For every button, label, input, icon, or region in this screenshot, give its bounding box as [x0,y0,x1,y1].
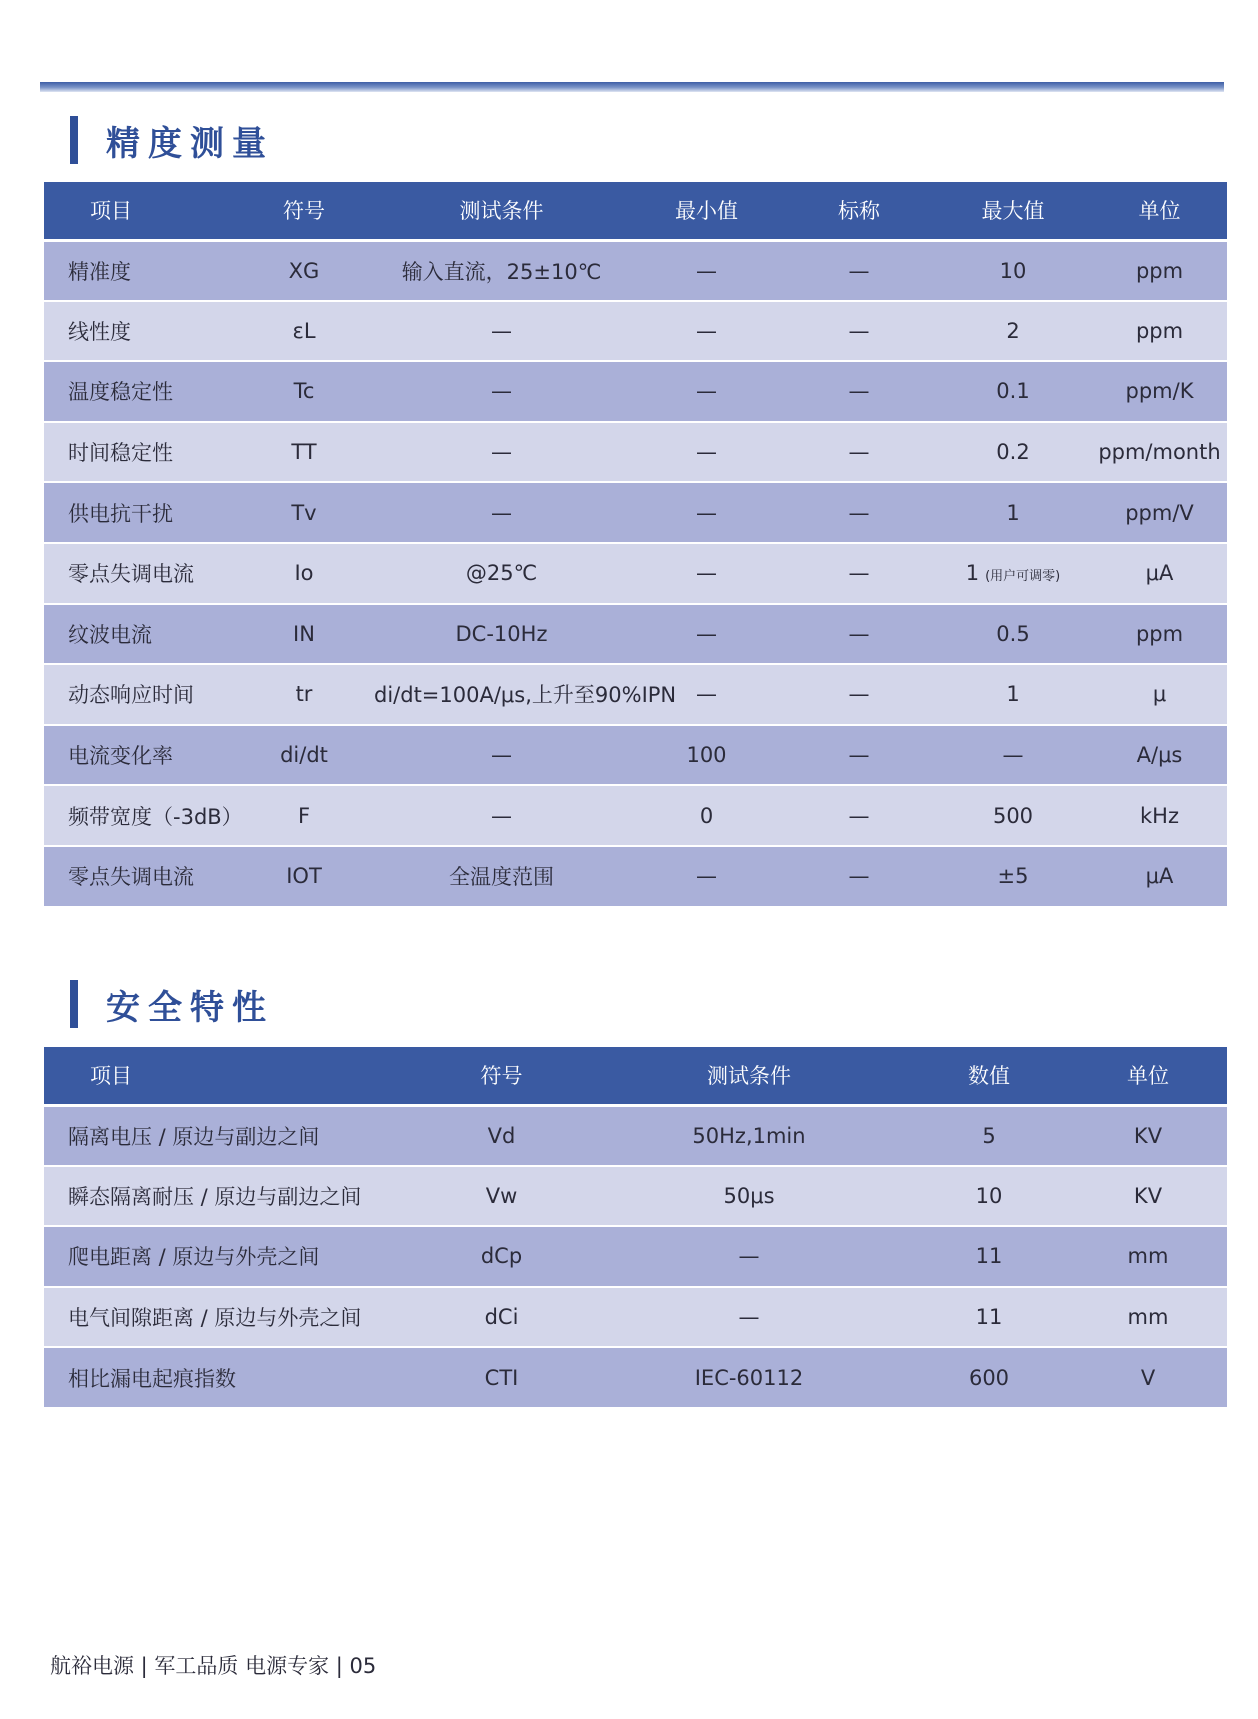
cell-text: 600 [968,1365,1010,1390]
table-cell [374,361,629,422]
cell-text: 纹波电流 [68,622,152,647]
table-cell [44,1105,414,1166]
cell-text: 0.5 [996,621,1030,646]
cell-text: — [848,682,870,707]
table-cell [934,664,1092,725]
cell-text: 1 [1006,682,1020,707]
cell-text: F [297,803,311,828]
cell-text: 输入直流，25±10℃ [401,259,602,284]
table-cell [44,1287,414,1348]
table-cell [909,1226,1069,1287]
table-cell [414,1287,589,1348]
col-symbol: 符号 [234,182,374,240]
table-cell [909,1105,1069,1166]
cell-text: mm [1127,1244,1169,1269]
table-cell [234,604,374,665]
table-cell [909,1166,1069,1227]
cell-text: μA [1145,561,1174,586]
table-cell [784,664,934,725]
col-condition: 测试条件 [374,182,629,240]
cell-text: IN [293,621,315,646]
table-cell [1069,1226,1227,1287]
cell-text: — [491,803,512,828]
cell-text: 10 [999,258,1027,283]
table-cell [1092,664,1227,725]
table-cell [934,422,1092,483]
table-row [44,1226,1227,1287]
table-cell [784,482,934,543]
table-cell [629,604,784,665]
table-cell [934,846,1092,907]
cell-text: 5 [982,1123,996,1148]
cell-text: — [696,318,717,343]
cell-text: 动态响应时间 [68,683,194,708]
table-row [44,543,1227,604]
table-cell [44,422,234,483]
table-cell [629,301,784,362]
table-cell [414,1347,589,1408]
table-row [44,664,1227,725]
col-max: 最大值 [934,182,1092,240]
table-cell [1092,301,1227,362]
cell-text: 0 [699,803,714,828]
safety-table [44,1047,1227,1409]
cell-text: 全温度范围 [449,865,554,890]
col-item: 项目 [44,182,234,240]
table-cell [934,725,1092,786]
cell-text: — [491,743,512,768]
cell-text: 时间稳定性 [68,441,173,466]
cell-text: kHz [1140,803,1179,828]
cell-text: — [696,500,717,525]
cell-text: 线性度 [68,319,131,344]
cell-text: — [1002,743,1024,768]
table-cell [934,482,1092,543]
table-cell [44,846,234,907]
cell-text: — [848,743,870,768]
table-cell [589,1226,909,1287]
table-cell [44,301,234,362]
cell-text: CTI [484,1365,519,1390]
table-cell [629,422,784,483]
table-cell [234,785,374,846]
table-cell [589,1105,909,1166]
cell-text: 隔离电压 / 原边与副边之间 [68,1124,320,1149]
col-item: 项目 [44,1047,414,1105]
precision-table [44,182,1227,908]
cell-text: mm [1127,1305,1169,1330]
table-cell [374,604,629,665]
cell-text: 爬电距离 / 原边与外壳之间 [68,1245,320,1270]
table-cell [44,725,234,786]
table-cell [934,301,1092,362]
table-cell [414,1166,589,1227]
table-cell [414,1226,589,1287]
cell-text: A/μs [1136,743,1183,768]
table-cell [234,543,374,604]
table-cell [629,543,784,604]
cell-text: ppm [1135,258,1184,283]
cell-text: ppm/K [1125,379,1194,404]
table-cell [784,240,934,301]
table-cell [784,785,934,846]
cell-text: — [696,440,717,465]
cell-text: ppm/month [1098,440,1221,465]
cell-text: IEC-60112 [694,1365,804,1390]
cell-text: Tc [293,379,315,404]
table-cell [234,664,374,725]
table-cell [784,604,934,665]
table-cell [374,543,629,604]
cell-text: 0.1 [996,379,1030,404]
cell-text: 电气间隙距离 / 原边与外壳之间 [68,1306,362,1331]
cell-text: Vd [487,1123,516,1148]
title-accent-bar [70,980,78,1028]
cell-text: — [696,864,717,889]
table-row [44,361,1227,422]
table-cell [934,543,1092,604]
table-cell [1092,604,1227,665]
cell-text: 11 [975,1244,1003,1269]
cell-text: — [696,561,717,586]
cell-text: μ [1152,682,1167,707]
top-rule [40,82,1224,92]
title-accent-bar [70,116,78,164]
precision-header-row [44,182,1227,240]
cell-text: DC-10Hz [455,621,548,646]
table-cell [1092,482,1227,543]
table-cell [589,1347,909,1408]
table-row [44,422,1227,483]
table-cell [234,422,374,483]
safety-section-title [70,980,274,1028]
cell-text: 100 [686,743,727,768]
cell-text: 10 [975,1183,1003,1208]
cell-text: 0.2 [996,440,1030,465]
cell-text: 电流变化率 [68,744,173,769]
cell-text: Io [294,561,314,586]
table-row [44,604,1227,665]
cell-text: V [1140,1365,1156,1390]
table-cell [1069,1105,1227,1166]
table-cell [629,846,784,907]
cell-text: — [848,621,870,646]
table-cell [44,1347,414,1408]
table-cell [374,240,629,301]
cell-text: 1 [1006,500,1020,525]
cell-text: — [848,379,870,404]
cell-text: TT [291,440,317,465]
table-cell [589,1287,909,1348]
table-cell [629,361,784,422]
cell-text: ppm [1135,621,1184,646]
cell-text: — [848,803,870,828]
cell-text: — [738,1244,760,1269]
table-row [44,1287,1227,1348]
table-cell [374,664,677,725]
cell-text: — [696,379,717,404]
table-cell [909,1287,1069,1348]
cell-text: — [848,440,870,465]
col-nominal: 标称 [784,182,934,240]
table-row [44,785,1227,846]
table-cell [1092,361,1227,422]
cell-text: Tv [291,500,317,525]
col-min: 最小值 [629,182,784,240]
cell-text: 50Hz,1min [692,1123,806,1148]
table-cell [629,240,784,301]
table-row [44,1105,1227,1166]
cell-text: — [848,258,870,283]
cell-text: — [738,1305,760,1330]
table-cell [629,482,784,543]
cell-text: XG [288,258,320,283]
table-cell [629,725,784,786]
table-cell [589,1166,909,1227]
cell-text: — [491,318,512,343]
table-cell [1092,240,1227,301]
cell-text: — [696,621,717,646]
table-cell [934,785,1092,846]
table-row [44,1347,1227,1408]
cell-text: 零点失调电流 [68,865,194,890]
cell-text: — [848,318,870,343]
table-cell [234,361,374,422]
col-condition: 测试条件 [589,1047,909,1105]
table-cell [374,785,629,846]
cell-text: dCp [480,1244,523,1269]
table-cell [1092,725,1227,786]
cell-text: dCi [484,1305,519,1330]
table-row [44,240,1227,301]
table-cell [234,301,374,362]
table-cell [1092,422,1227,483]
table-cell [374,846,629,907]
cell-text: — [491,440,512,465]
safety-title: 安全特性 [106,987,274,1028]
cell-text: — [848,500,870,525]
cell-text: Vw [485,1183,518,1208]
table-cell [44,361,234,422]
cell-text: 500 [992,803,1034,828]
cell-text: 瞬态隔离耐压 / 原边与副边之间 [68,1184,362,1209]
cell-text: ppm [1135,318,1184,343]
table-cell [1069,1287,1227,1348]
cell-text: KV [1133,1183,1163,1208]
table-cell [44,1166,414,1227]
table-cell [909,1347,1069,1408]
cell-text: ±5 [997,864,1029,889]
cell-text: di/dt=100A/μs,上升至90%IPN [374,683,677,708]
col-symbol: 符号 [414,1047,589,1105]
table-cell [1092,785,1227,846]
table-row [44,482,1227,543]
cell-text: ppm/V [1125,500,1194,525]
cell-text: 11 [975,1305,1003,1330]
table-cell [374,301,629,362]
table-cell [1069,1166,1227,1227]
table-cell [234,240,374,301]
cell-text: 频带宽度（-3dB） [68,804,243,829]
cell-text: 相比漏电起痕指数 [68,1366,236,1391]
table-cell [784,543,934,604]
table-cell [44,785,243,846]
table-cell [1069,1347,1227,1408]
col-value: 数值 [909,1047,1069,1105]
table-cell [1092,543,1227,604]
table-cell [374,422,629,483]
table-cell [784,846,934,907]
table-row [44,301,1227,362]
cell-text: IOT [286,864,322,889]
table-cell [784,301,934,362]
table-cell [44,604,234,665]
col-unit: 单位 [1092,182,1227,240]
table-cell [44,1226,414,1287]
cell-text: 2 [1006,318,1020,343]
table-row [44,846,1227,907]
table-row [44,725,1227,786]
table-cell [44,240,234,301]
safety-header-row [44,1047,1227,1105]
table-cell [374,725,629,786]
cell-text: — [696,682,717,707]
cell-text: tr [295,682,313,707]
table-cell [784,422,934,483]
cell-text: di/dt [280,743,328,768]
cell-text: — [491,500,512,525]
table-cell [934,240,1092,301]
col-unit: 单位 [1069,1047,1227,1105]
cell-text: 精准度 [68,259,131,284]
cell-text: — [696,258,717,283]
footer-text: 航裕电源 | 军工品质 电源专家 | 05 [50,1654,377,1678]
table-cell [1092,846,1227,907]
table-cell [44,543,234,604]
table-cell [934,361,1092,422]
cell-text: 供电抗干扰 [68,501,173,526]
cell-text: μA [1145,864,1174,889]
cell-text: εL [292,318,316,343]
cell-text: 温度稳定性 [68,380,173,405]
cell-text: 1 [965,561,980,586]
table-cell [234,846,374,907]
cell-text: — [848,864,870,889]
table-cell [629,785,784,846]
cell-text: — [848,561,870,586]
table-cell [934,604,1092,665]
table-cell [234,482,374,543]
table-row [44,1166,1227,1227]
table-cell [374,482,629,543]
cell-text: 零点失调电流 [68,562,194,587]
cell-text: KV [1133,1123,1163,1148]
table-cell [784,725,934,786]
table-cell [44,482,234,543]
table-cell [414,1105,589,1166]
cell-text: @25℃ [465,561,538,586]
cell-text: 50μs [723,1183,775,1208]
precision-title: 精度测量 [106,123,274,164]
cell-text: — [491,379,512,404]
user-zero-adjust-note: (用户可调零) [985,569,1061,585]
precision-section-title [70,116,274,164]
table-cell [234,725,374,786]
table-cell [784,361,934,422]
table-cell [44,664,234,725]
